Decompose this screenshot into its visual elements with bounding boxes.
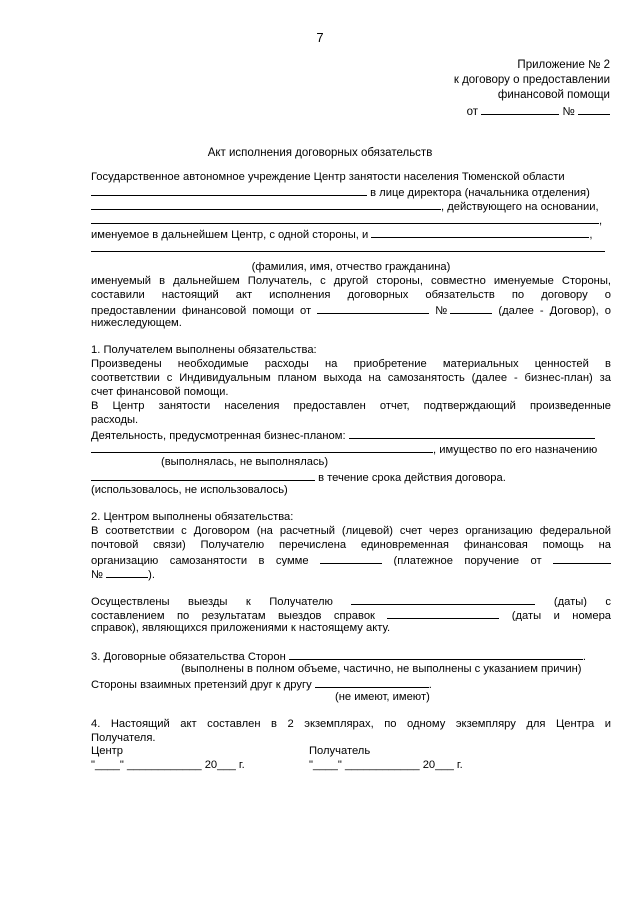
appendix-block	[454, 58, 610, 120]
section4-line-1: 4. Настоящий акт составлен в 2 экземплярах, по одному экземпляру для Центра и	[91, 718, 611, 730]
signature-center	[91, 744, 245, 772]
intro-line-2: в лице директора (начальника отделения)	[91, 184, 611, 198]
intro-line-4: ,	[91, 212, 611, 226]
section1-line-3: счет финансовой помощи.	[91, 386, 229, 398]
appendix-subtitle-2: финансовой помощи	[497, 89, 610, 101]
intro-para-1: именуемый в дальнейшем Получатель, с другой стороны, совместно именуемые Стороны,	[91, 275, 611, 287]
section1-line-5: расходы.	[91, 414, 139, 426]
section3-note: (выполнены в полном объеме, частично, не выполнены с указанием причин)	[181, 663, 582, 675]
section2-visits-line-3: справок), являющихся приложениями к настоящему акту.	[91, 622, 391, 634]
section1-heading: 1. Получателем выполнены обязательства:	[91, 344, 317, 356]
signature-recipient-date: "____" ____________ 20___ г.	[309, 759, 463, 771]
section2-visits-line-2: составлением по результатам выездов справок (даты и номера	[91, 607, 611, 621]
appendix-title: Приложение № 2	[517, 59, 610, 71]
intro-line-6	[91, 240, 611, 254]
signature-recipient-label: Получатель	[309, 745, 371, 757]
note-fio: (фамилия, имя, отчество гражданина)	[251, 261, 451, 273]
section1-line-2: соответствии с Индивидуальным планом выхода на самозанятость (далее - бизнес-план) за	[91, 372, 611, 384]
intro-para-3: предоставлении финансовой помощи от № (далее - Договор), о	[91, 302, 611, 316]
appendix-date-line	[454, 103, 610, 120]
section4-line-2: Получателя.	[91, 732, 156, 744]
section2-line-2: почтовой связи) Получателю перечислена единовременная финансовая помощь на	[91, 539, 611, 551]
intro-line-5: именуемое в дальнейшем Центр, с одной стороны, и ,	[91, 226, 611, 240]
section1-line-8: в течение срока действия договора.	[91, 469, 611, 483]
appendix-date-prefix: от	[466, 106, 479, 118]
appendix-number-sign: №	[562, 106, 575, 118]
appendix-subtitle: к договору о предоставлении	[453, 74, 610, 86]
intro-para-2: составили настоящий акт исполнения договорных обязательств по договору о	[91, 289, 611, 301]
section3-heading: 3. Договорные обязательства Сторон .	[91, 648, 611, 662]
section2-visits-line-1: Осуществлены выезды к Получателю (даты) с	[91, 593, 611, 607]
signature-center-label: Центр	[91, 745, 124, 757]
section3-note-2: (не имеют, имеют)	[335, 691, 430, 703]
document-body	[91, 170, 611, 745]
intro-line-3: , действующего на основании,	[91, 198, 611, 212]
intro-para-4: нижеследующем.	[91, 317, 182, 329]
section1-line-4: В Центр занятости населения предоставлен отчет, подтверждающий произведенные	[91, 400, 611, 412]
section2-line-3: организацию самозанятости в сумме (платежное поручение от	[91, 552, 611, 566]
section2-heading: 2. Центром выполнены обязательства:	[91, 511, 294, 523]
section3-line-2: Стороны взаимных претензий друг к другу .	[91, 676, 611, 690]
section1-note-1: (выполнялась, не выполнялась)	[161, 456, 329, 468]
section1-note-2: (использовалось, не использовалось)	[91, 484, 288, 496]
document-title: Акт исполнения договорных обязательств	[207, 147, 433, 159]
section2-line-4: № ).	[91, 566, 611, 580]
section1-line-6: Деятельность, предусмотренная бизнес-планом:	[91, 427, 611, 441]
intro-line-1: Государственное автономное учреждение Центр занятости населения Тюменской области	[91, 171, 565, 183]
section1-line-7: , имущество по его назначению	[91, 441, 611, 455]
section1-line-1: Произведены необходимые расходы на приобретение материальных ценностей в	[91, 358, 611, 370]
section2-line-1: В соответствии с Договором (на расчетный (лицевой) счет через организацию федеральной	[91, 525, 611, 537]
signature-recipient	[309, 744, 463, 772]
page-number: 7	[316, 30, 324, 45]
signature-center-date: "____" ____________ 20___ г.	[91, 759, 245, 771]
